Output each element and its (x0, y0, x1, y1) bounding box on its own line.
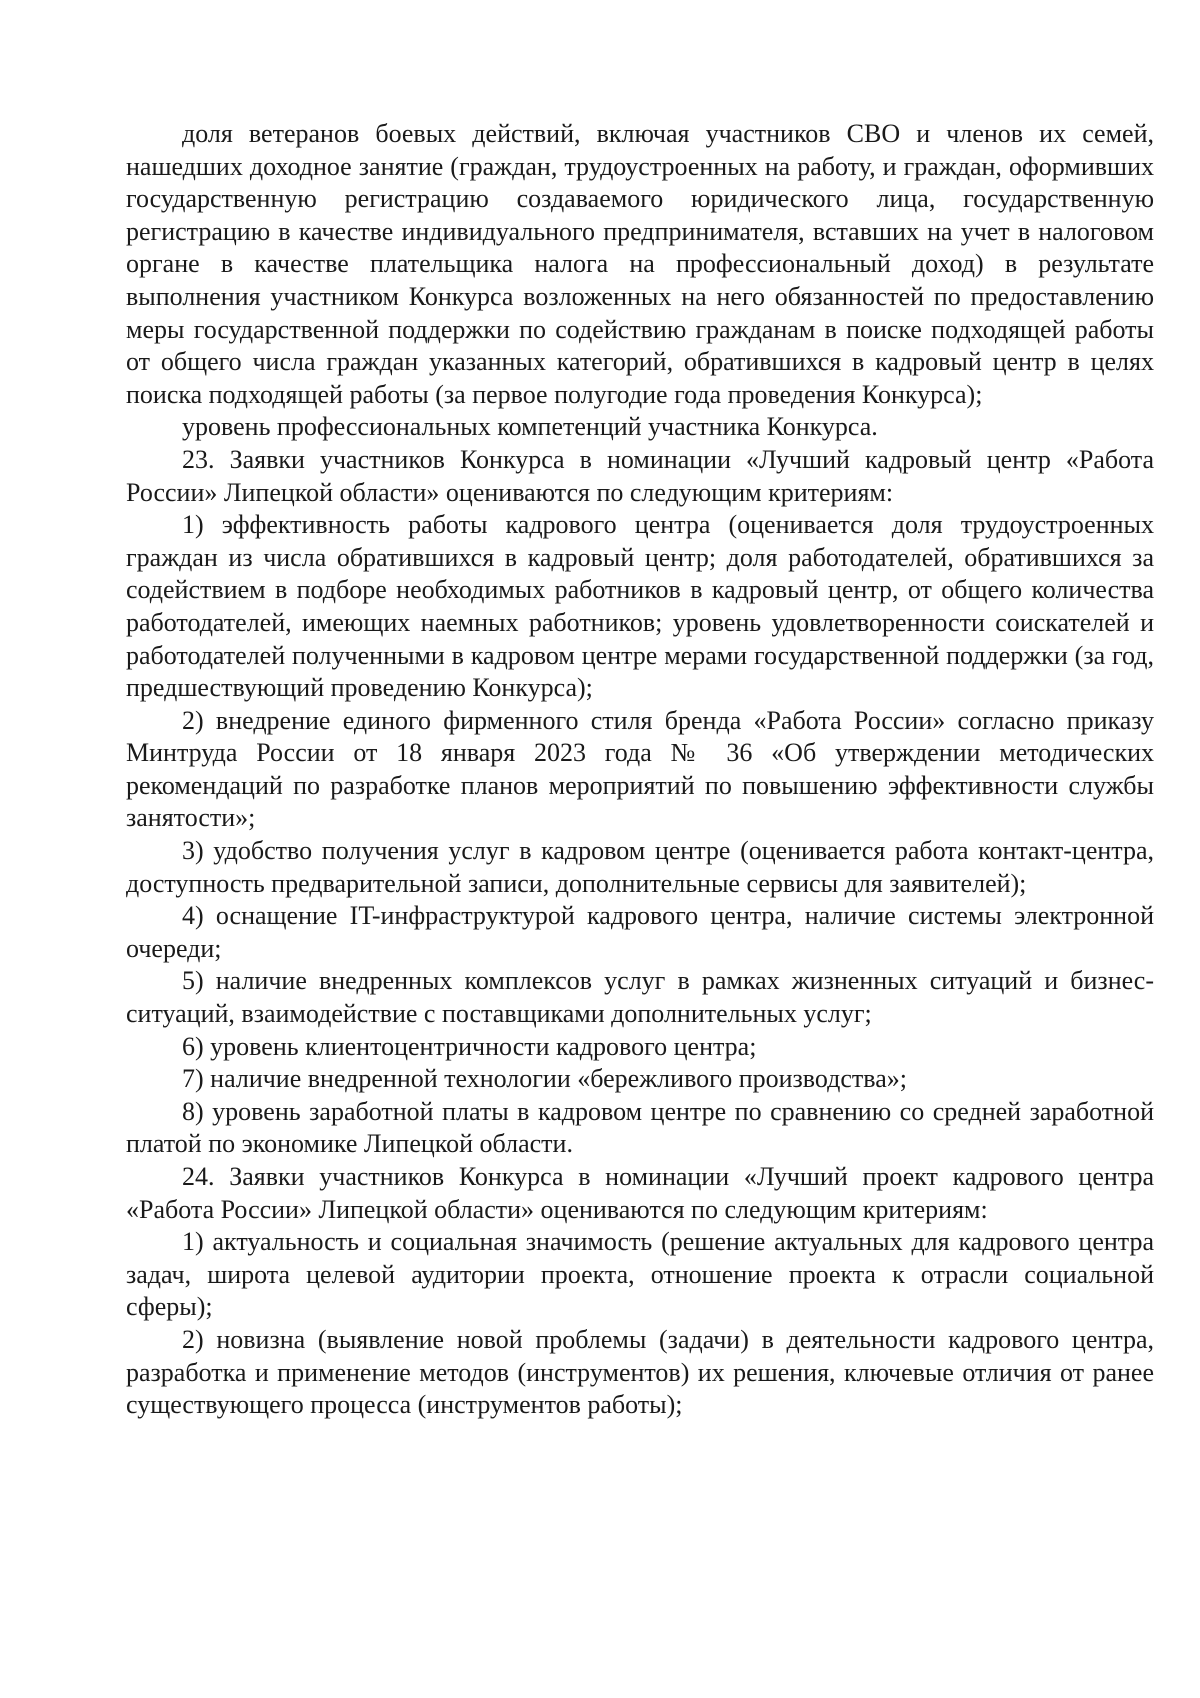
paragraph-criterion-23-3: 3) удобство получения услуг в кадровом центре (оценивается работа контакт-центра, доступность предварительной записи, дополнительные сервисы для заявителей); (126, 836, 1154, 898)
paragraph-criterion-24-2: 2) новизна (выявление новой проблемы (задачи) в деятельности кадрового центра, разработка и применение методов (инструментов) их решения, ключевые отличия от ранее существующего процесса (инструментов работы); (126, 1324, 1154, 1420)
paragraph-criterion-23-5: 5) наличие внедренных комплексов услуг в рамках жизненных ситуаций и бизнес-ситуаций, взаимодействие с поставщиками дополнительных услуг; (126, 966, 1154, 1029)
paragraph-criterion-23-7: 7) наличие внедренной технологии «бережливого производства»; (182, 1064, 907, 1094)
paragraph-criterion-23-2: 2) внедрение единого фирменного стиля бренда «Работа России» согласно приказу Минтруда России от 18 января 2023 года № 36 «Об утверждении методических рекомендаций по разработке планов мероприятий по повышению эффективности службы занятости»; (126, 705, 1154, 833)
paragraph-criterion-23-6: 6) уровень клиентоцентричности кадрового центра; (182, 1031, 757, 1061)
paragraph-criterion-23-1: 1) эффективность работы кадрового центра (оценивается доля трудоустроенных граждан из числа обратившихся в кадровый центр; доля работодателей, обратившихся за содействием в подборе необходимых работников в кадровый центр, от общего количества работодателей, имеющих наемных работников; уровень удовлетворенности соискателей и работодателей полученными в кадровом центре мерами государственной поддержки (за год, предшествующий проведению Конкурса); (126, 510, 1154, 703)
paragraph-criterion-24-1: 1) актуальность и социальная значимость (решение актуальных для кадрового центра задач, широта целевой аудитории проекта, отношение проекта к отрасли социальной сферы); (126, 1227, 1154, 1322)
paragraph-criterion-23-8: 8) уровень заработной платы в кадровом центре по сравнению со средней заработной платой по экономике Липецкой области. (126, 1096, 1154, 1159)
paragraph-clause-24: 24. Заявки участников Конкурса в номинации «Лучший проект кадрового центра «Работа России» Липецкой области» оцениваются по следующим критериям: (126, 1162, 1154, 1224)
paragraph-criterion-23-4: 4) оснащение IT-инфраструктурой кадрового центра, наличие системы электронной очереди; (126, 901, 1154, 963)
paragraph-clause-23: 23. Заявки участников Конкурса в номинации «Лучший кадровый центр «Работа России» Липецкой области» оцениваются по следующим критериям: (126, 444, 1154, 507)
paragraph-competency-level: уровень профессиональных компетенций участника Конкурса. (182, 412, 878, 442)
paragraph-veterans-share: доля ветеранов боевых действий, включая участников СВО и членов их семей, нашедших доходное занятие (граждан, трудоустроенных на работу, и граждан, оформивших государственную регистрацию создаваемого юридического лица, государственную регистрацию в качестве индивидуального предпринимателя, вставших на учет в налоговом органе в качестве плательщика налога на профессиональный доход) в результате выполнения участником Конкурса возложенных на него обязанностей по предоставлению меры государственной поддержки по содействию гражданам в поиске подходящей работы от общего числа граждан указанных категорий, обратившихся в кадровый центр в целях поиска подходящей работы (за первое полугодие года проведения Конкурса); (126, 119, 1154, 409)
document-body (126, 118, 1154, 1422)
